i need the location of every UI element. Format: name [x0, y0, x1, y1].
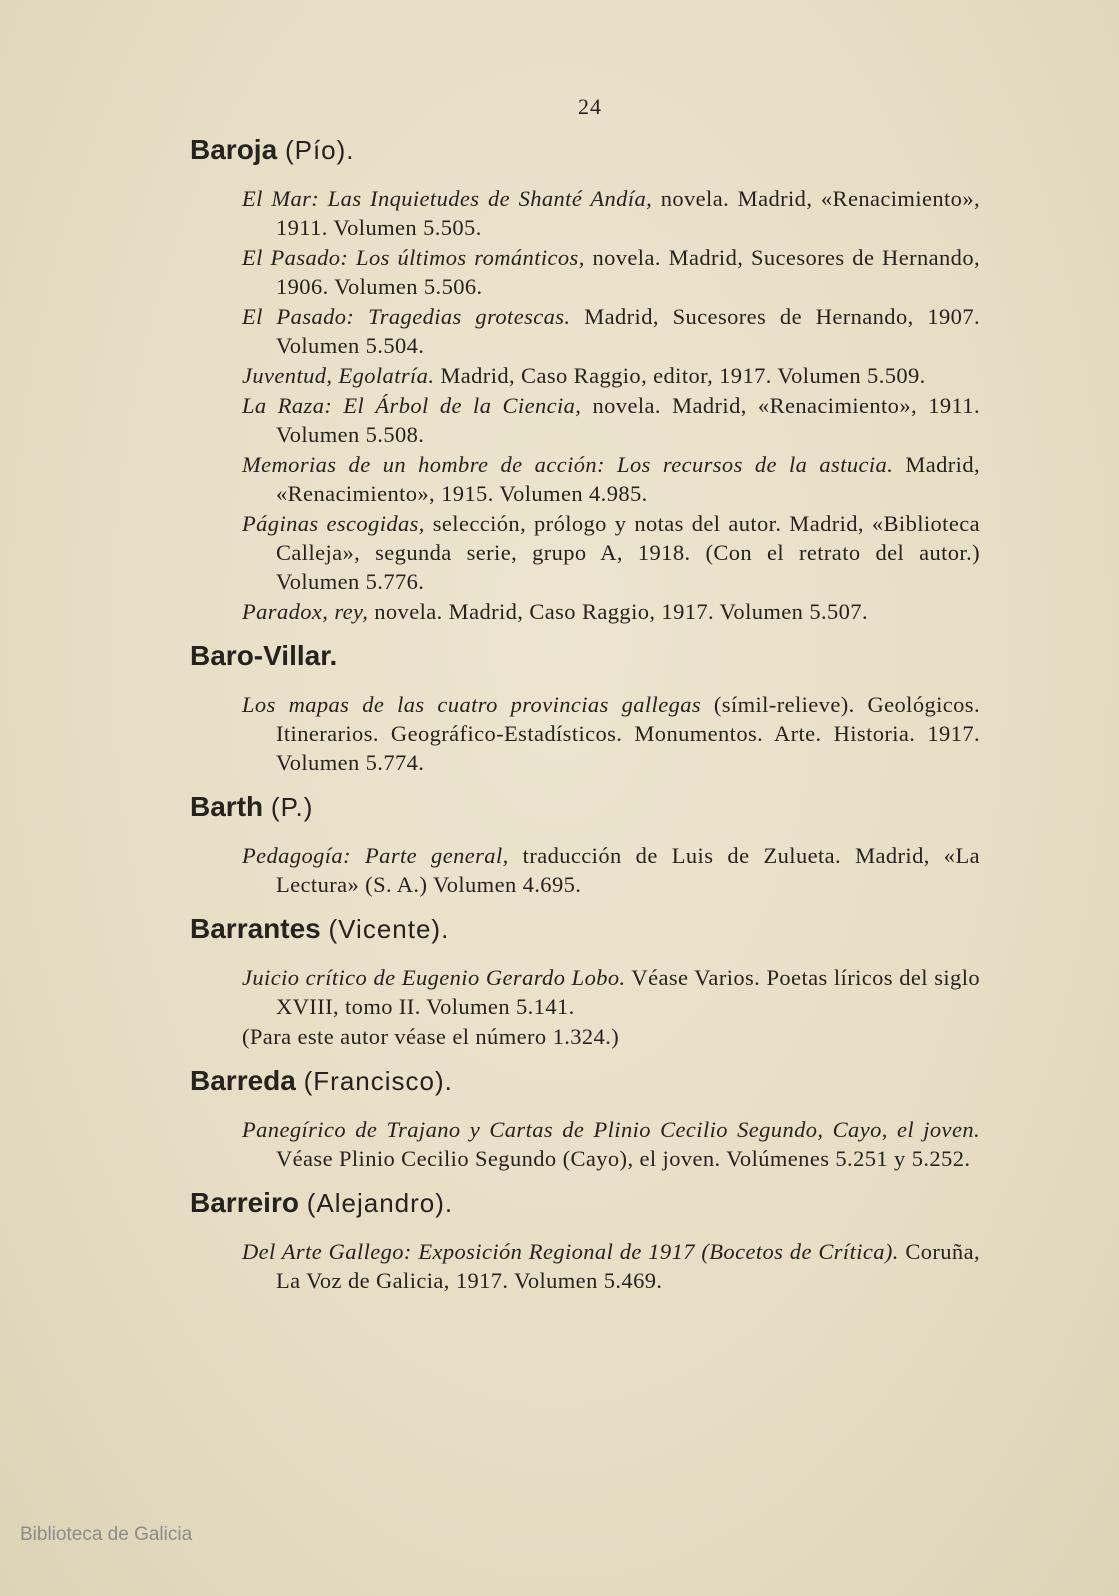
- work-item: [242, 391, 980, 449]
- work-title: Paradox, rey,: [242, 599, 369, 624]
- author-heading: [190, 1183, 980, 1223]
- work-details: novela. Madrid, «Renacimiento», 1911. Volumen 5.505.: [276, 186, 980, 240]
- work-item: [242, 963, 980, 1021]
- work-details: Madrid, Caso Raggio, editor, 1917. Volumen 5.509.: [434, 363, 926, 388]
- work-title: El Mar: Las Inquietudes de Shanté Andía,: [242, 186, 653, 211]
- bibliography-entries: [190, 130, 980, 1305]
- author-surname: Barrantes: [190, 913, 321, 944]
- work-title: Del Arte Gallego: Exposición Regional de 1917 (Bocetos de Crítica).: [242, 1239, 899, 1264]
- work-title: Juventud, Egolatría.: [242, 363, 435, 388]
- author-given-name: (Pío).: [284, 135, 355, 165]
- work-item: [242, 243, 980, 301]
- works-list: [242, 963, 980, 1051]
- author-surname: Barreiro: [190, 1187, 299, 1218]
- work-details: Madrid, Sucesores de Hernando, 1907. Volumen 5.504.: [276, 304, 980, 358]
- work-item: [242, 1237, 980, 1295]
- entry-barth: [190, 787, 980, 899]
- work-details: Véase Plinio Cecilio Segundo (Cayo), el joven. Volúmenes 5.251 y 5.252.: [276, 1146, 971, 1171]
- work-title: La Raza: El Árbol de la Ciencia,: [242, 393, 582, 418]
- cross-reference-note: (Para este autor véase el número 1.324.): [242, 1024, 620, 1049]
- entry-barrantes: [190, 909, 980, 1051]
- author-surname: Baro-Villar.: [190, 640, 338, 671]
- author-heading: [190, 909, 980, 949]
- work-item: [242, 450, 980, 508]
- work-title: El Pasado: Tragedias grotescas.: [242, 304, 571, 329]
- work-details: selección, prólogo y notas del autor. Madrid, «Biblioteca Calleja», segunda serie, grupo A, 1918. (Con el retrato del autor.) Volumen 5.776.: [276, 511, 980, 594]
- author-given-name: (Alejandro).: [306, 1188, 454, 1218]
- work-title: El Pasado: Los últimos románticos,: [242, 245, 585, 270]
- work-item: [242, 597, 980, 626]
- works-list: [242, 690, 980, 777]
- author-given-name: (Francisco).: [303, 1066, 453, 1096]
- author-heading: [190, 787, 980, 827]
- works-list: [242, 841, 980, 899]
- work-item: [242, 841, 980, 899]
- work-details: Madrid, «Renacimiento», 1915. Volumen 4.985.: [276, 452, 980, 506]
- works-list: [242, 1237, 980, 1295]
- entry-barreiro: [190, 1183, 980, 1295]
- author-given-name: (P.): [270, 792, 314, 822]
- works-list: [242, 1115, 980, 1173]
- work-title: Panegírico de Trajano y Cartas de Plinio Cecilio Segundo, Cayo, el joven.: [242, 1117, 980, 1142]
- work-details: Véase Varios. Poetas líricos del siglo XVIII, tomo II. Volumen 5.141.: [276, 965, 980, 1019]
- page-number: 24: [578, 94, 602, 119]
- author-surname: Baroja: [190, 134, 278, 165]
- work-details: novela. Madrid, «Renacimiento», 1911. Volumen 5.508.: [276, 393, 980, 447]
- author-heading: [190, 1061, 980, 1101]
- author-surname: Barth: [190, 791, 264, 822]
- work-title: Los mapas de las cuatro provincias gallegas: [242, 692, 702, 717]
- work-details: Coruña, La Voz de Galicia, 1917. Volumen 5.469.: [276, 1239, 980, 1293]
- work-title: Pedagogía: Parte general,: [242, 843, 509, 868]
- work-item: [242, 184, 980, 242]
- work-item: [242, 509, 980, 596]
- author-given-name: (Vicente).: [328, 914, 450, 944]
- work-title: Juicio crítico de Eugenio Gerardo Lobo.: [242, 965, 626, 990]
- entry-baro-villar: [190, 636, 980, 777]
- work-title: Memorias de un hombre de acción: Los recursos de la astucia.: [242, 452, 894, 477]
- work-details: traducción de Luis de Zulueta. Madrid, «La Lectura» (S. A.) Volumen 4.695.: [276, 843, 980, 897]
- work-item: [242, 302, 980, 360]
- work-details: novela. Madrid, Caso Raggio, 1917. Volumen 5.507.: [368, 599, 868, 624]
- library-watermark: Biblioteca de Galicia: [20, 1524, 193, 1545]
- work-item: [242, 690, 980, 777]
- work-title: Páginas escogidas,: [242, 511, 425, 536]
- work-details: (símil-relieve). Geológicos. Itinerarios. Geográfico-Estadísticos. Monumentos. Arte. Historia. 1917. Volumen 5.774.: [276, 692, 980, 775]
- work-details: novela. Madrid, Sucesores de Hernando, 1906. Volumen 5.506.: [276, 245, 980, 299]
- author-heading: [190, 636, 980, 676]
- works-list: [242, 184, 980, 626]
- entry-barreda: [190, 1061, 980, 1173]
- entry-baroja: [190, 130, 980, 626]
- author-surname: Barreda: [190, 1065, 296, 1096]
- work-item: [242, 1115, 980, 1173]
- work-item: [242, 361, 980, 390]
- author-heading: [190, 130, 980, 170]
